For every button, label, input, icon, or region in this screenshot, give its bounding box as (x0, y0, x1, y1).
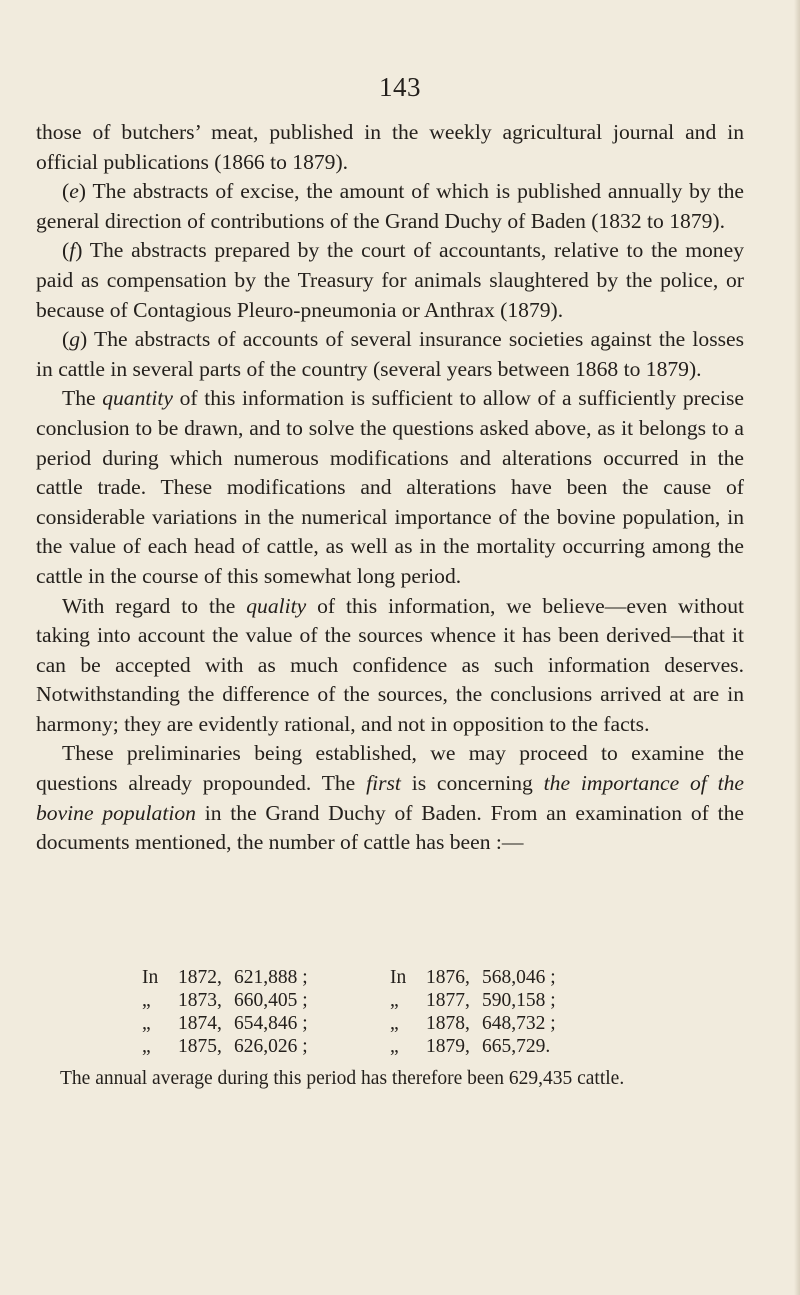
emphasis-quantity: quantity (102, 386, 173, 411)
paragraph-preliminaries-rest: in the Grand Duchy of Baden. From an examination of the documents mentioned, the number of cattle has been :— (36, 800, 744, 855)
table-cell (142, 1035, 390, 1058)
paragraph-quantity-rest: of this information is sufficient to allow of a sufficiently precise conclusion to be drawn, and to solve the questions asked above, as it belongs to a period during which numerous modifications and alterations occurred in the cattle trade. These modifications and alterations have been the cause of considerable variations in the numerical importance of the bovine population, in the value of each head of cattle, as well as in the mortality occurring among the cattle in the course of this somewhat long period. (36, 386, 744, 588)
paragraph-quantity-lead: The (62, 386, 103, 411)
row-prefix: In (142, 967, 159, 988)
emphasis-importance: the importance of the bovine population (36, 771, 744, 825)
row-value: 665,729. (482, 1036, 551, 1057)
row-value: 590,158 ; (482, 990, 556, 1011)
page-edge (794, 0, 800, 1295)
row-prefix: „ (142, 1013, 151, 1034)
row-prefix: „ (142, 990, 151, 1011)
paragraph-f: (f) The abstracts prepared by the court of accountants, relative to the money paid as compensation by the Treasury for animals slaughtered by the police, or because of Contagious Pleuro-pneumonia or Anthrax (1879). (36, 238, 744, 322)
row-year: 1879, (426, 1036, 470, 1057)
table-cell (390, 1035, 638, 1058)
row-prefix: „ (390, 1036, 399, 1057)
row-year: 1875, (178, 1036, 222, 1057)
paragraph-g: (g) The abstracts of accounts of several insurance societies against the losses in cattle in several parts of the country (several years between 1868 to 1879). (36, 327, 744, 381)
row-value: 660,405 ; (234, 990, 308, 1011)
list-marker-f: f (69, 238, 76, 263)
row-year: 1874, (178, 1013, 222, 1034)
row-value: 621,888 ; (234, 967, 308, 988)
row-value: 626,026 ; (234, 1036, 308, 1057)
table-row (142, 989, 662, 1012)
paragraph-quality-lead: With regard to the (62, 593, 247, 618)
row-year: 1876, (426, 967, 470, 988)
row-prefix: „ (142, 1036, 151, 1057)
paragraph-e: (e) The abstracts of excise, the amount of which is published annually by the general direction of contributions of the Grand Duchy of Baden (1832 to 1879). (36, 179, 744, 233)
row-value: 648,732 ; (482, 1013, 556, 1034)
paragraph-1: those of butchers’ meat, published in the weekly agricultural journal and in official publications (1866 to 1879). (36, 120, 744, 174)
list-marker-e: e (69, 179, 79, 204)
cattle-count-table (142, 966, 662, 1058)
row-year: 1873, (178, 990, 222, 1011)
paragraph-f-text: The abstracts prepared by the court of accountants, relative to the money paid as compensation by the Treasury for animals slaughtered by the police, or because of Contagious Pleuro-pneumonia or Anthrax (1879). (36, 238, 744, 322)
table-cell (390, 989, 638, 1012)
table-row (142, 1035, 662, 1058)
row-prefix: „ (390, 1013, 399, 1034)
row-prefix: In (390, 967, 407, 988)
table-cell (142, 966, 390, 989)
body-text (36, 118, 744, 858)
paragraph-e-text: The abstracts of excise, the amount of which is published annually by the general direction of contributions of the Grand Duchy of Baden (1832 to 1879). (36, 179, 744, 233)
emphasis-quality: quality (246, 593, 307, 618)
page-number: 143 (379, 72, 421, 102)
row-value: 568,046 ; (482, 967, 556, 988)
table-row (142, 966, 662, 989)
row-year: 1877, (426, 990, 470, 1011)
row-value: 654,846 ; (234, 1013, 308, 1034)
paragraph-quality (36, 592, 744, 740)
paragraph-quality-rest: of this information, we believe—even without taking into account the value of the sources whence it has been derived—that it can be accepted with as much confidence as such information deserves. Notwithstanding the difference of the sources, the conclusions arrived at are in harmony; they are evidently rational, and not in opposition to the facts. (36, 593, 744, 736)
table-cell (142, 1012, 390, 1035)
table-cell (142, 989, 390, 1012)
paragraph-preliminaries-lead: These preliminaries being established, we may proceed to examine the questions already propounded. The (36, 741, 744, 796)
paragraph-quantity (36, 384, 744, 591)
paragraph-g-text: The abstracts of accounts of several insurance societies against the losses in cattle in several parts of the country (several years between 1868 to 1879). (36, 327, 744, 381)
table-cell (390, 1012, 638, 1035)
table-cell (390, 966, 638, 989)
paragraph-preliminaries-mid: is concerning (400, 771, 544, 796)
annual-average-line: The annual average during this period has therefore been 629,435 cattle. (60, 1068, 625, 1089)
table-row (142, 1012, 662, 1035)
row-prefix: „ (390, 990, 399, 1011)
row-year: 1872, (178, 967, 222, 988)
paragraph-preliminaries (36, 739, 744, 857)
list-marker-g: g (69, 327, 80, 352)
emphasis-first: first (366, 771, 401, 796)
row-year: 1878, (426, 1013, 470, 1034)
